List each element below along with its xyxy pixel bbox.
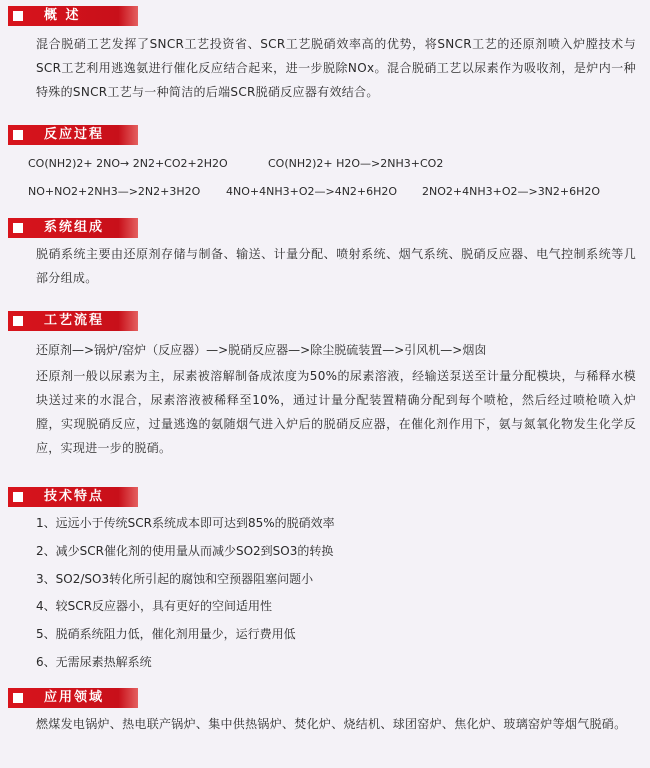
bullet-square-icon bbox=[13, 316, 23, 326]
process-flow: 还原剂—>锅炉/窑炉（反应器）—>脱硝反应器—>除尘脱硫装置—>引风机—>烟囱 bbox=[36, 343, 487, 357]
section-overview bbox=[0, 6, 650, 26]
feature-item: 6、无需尿素热解系统 bbox=[36, 655, 152, 669]
section-reactions bbox=[0, 125, 650, 145]
section-application bbox=[0, 688, 650, 708]
overview-text: 混合脱硝工艺发挥了SNCR工艺投资省、SCR工艺脱硝效率高的优势，将SNCR工艺的还原剂喷入炉膛技术与SCR工艺利用逃逸氨进行催化反应结合起来，进一步脱除NOx。混合脱硝工艺以尿素作为吸收剂，是炉内一种特殊的SNCR工艺与一种简洁的后端SCR脱硝反应器有效结合。 bbox=[36, 37, 636, 99]
section-title: 工艺流程 bbox=[44, 313, 105, 328]
section-features bbox=[0, 487, 650, 507]
section-title: 反应过程 bbox=[44, 127, 105, 142]
section-header-reactions bbox=[8, 125, 138, 145]
section-title: 应用领域 bbox=[44, 690, 105, 705]
section-process bbox=[0, 311, 650, 331]
section-header-system bbox=[8, 218, 138, 238]
bullet-square-icon bbox=[13, 492, 23, 502]
reaction-equation-2: CO(NH2)2+ H2O—>2NH3+CO2 bbox=[268, 157, 444, 170]
section-header-features bbox=[8, 487, 138, 507]
feature-item: 5、脱硝系统阻力低，催化剂用量少，运行费用低 bbox=[36, 627, 296, 641]
bullet-square-icon bbox=[13, 223, 23, 233]
bullet-square-icon bbox=[13, 693, 23, 703]
section-title: 技术特点 bbox=[44, 489, 105, 504]
process-text: 还原剂一般以尿素为主，尿素被溶解制备成浓度为50%的尿素溶液，经输送泵送至计量分配模块，与稀释水模块送过来的水混合，尿素溶液被稀释至10%，通过计量分配装置精确分配到每个喷枪，然后经过喷枪喷入炉膛，实现脱硝反应，过量逃逸的氨随烟气进入炉后的脱硝反应器，在催化剂作用下，氨与氮氧化物发生化学反应，实现进一步的脱硝。 bbox=[36, 369, 636, 455]
feature-item: 4、较SCR反应器小，具有更好的空间适用性 bbox=[36, 599, 272, 613]
bullet-square-icon bbox=[13, 130, 23, 140]
feature-item: 1、远远小于传统SCR系统成本即可达到85%的脱硝效率 bbox=[36, 516, 335, 530]
bullet-square-icon bbox=[13, 11, 23, 21]
feature-item: 2、减少SCR催化剂的使用量从而减少SO2到SO3的转换 bbox=[36, 544, 334, 558]
section-header-process bbox=[8, 311, 138, 331]
system-text: 脱硝系统主要由还原剂存储与制备、输送、计量分配、喷射系统、烟气系统、脱硝反应器、电气控制系统等几部分组成。 bbox=[36, 247, 636, 285]
section-title: 系统组成 bbox=[44, 220, 105, 235]
application-text: 燃煤发电锅炉、热电联产锅炉、集中供热锅炉、焚化炉、烧结机、球团窑炉、焦化炉、玻璃窑炉等烟气脱硝。 bbox=[36, 717, 627, 731]
reaction-equation-3: NO+NO2+2NH3—>2N2+3H2O bbox=[28, 185, 201, 198]
section-header-application bbox=[8, 688, 138, 708]
feature-item: 3、SO2/SO3转化所引起的腐蚀和空预器阻塞问题小 bbox=[36, 572, 314, 586]
reaction-equation-5: 2NO2+4NH3+O2—>3N2+6H2O bbox=[422, 185, 601, 198]
section-header-overview bbox=[8, 6, 138, 26]
reaction-equation-1: CO(NH2)2+ 2NO→ 2N2+CO2+2H2O bbox=[28, 157, 228, 170]
section-system bbox=[0, 218, 650, 238]
reaction-equation-4: 4NO+4NH3+O2—>4N2+6H2O bbox=[226, 185, 398, 198]
section-title: 概 述 bbox=[44, 8, 81, 23]
